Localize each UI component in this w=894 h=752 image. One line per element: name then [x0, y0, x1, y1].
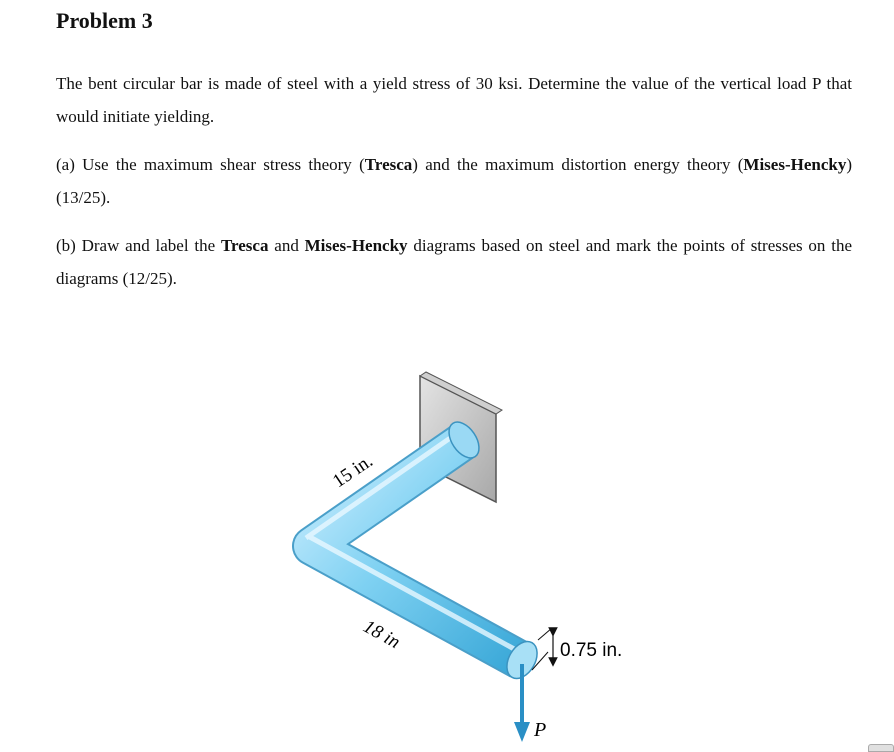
diameter-leader	[538, 628, 552, 640]
load-arrowhead	[514, 722, 530, 742]
mises-hencky-term: Mises-Hencky	[743, 155, 847, 174]
part-a-suffix: ) (13/25).	[56, 155, 853, 207]
part-b-prefix: (b) Draw and label the	[56, 236, 221, 255]
part-a-prefix: (a) Use the maximum shear stress theory (	[56, 155, 365, 174]
mises-hencky-term: Mises-Hencky	[304, 236, 408, 255]
problem-statement: The bent circular bar is made of steel with a yield stress of 30 ksi. Determine the value of the vertical load P that would initiate yielding.	[56, 74, 852, 126]
bent-bar-figure	[270, 360, 690, 752]
length-15-label: 15 in.	[329, 450, 377, 493]
length-18-label: 18 in	[359, 616, 404, 654]
scrollbar-corner[interactable]	[868, 744, 894, 752]
part-b-and: and	[268, 236, 305, 255]
load-label: P	[534, 719, 547, 741]
part-a-middle: ) and the maximum distortion energy theory (	[412, 155, 744, 174]
diameter-label: 0.75 in.	[560, 640, 623, 661]
tresca-term: Tresca	[364, 155, 413, 174]
part-b-suffix: diagrams based on steel and mark the points of stresses on the diagrams (12/25).	[56, 236, 853, 288]
part-b-text	[56, 229, 852, 295]
page-title: Problem 3	[56, 8, 153, 33]
part-a-text	[56, 148, 852, 214]
tresca-term: Tresca	[220, 236, 269, 255]
